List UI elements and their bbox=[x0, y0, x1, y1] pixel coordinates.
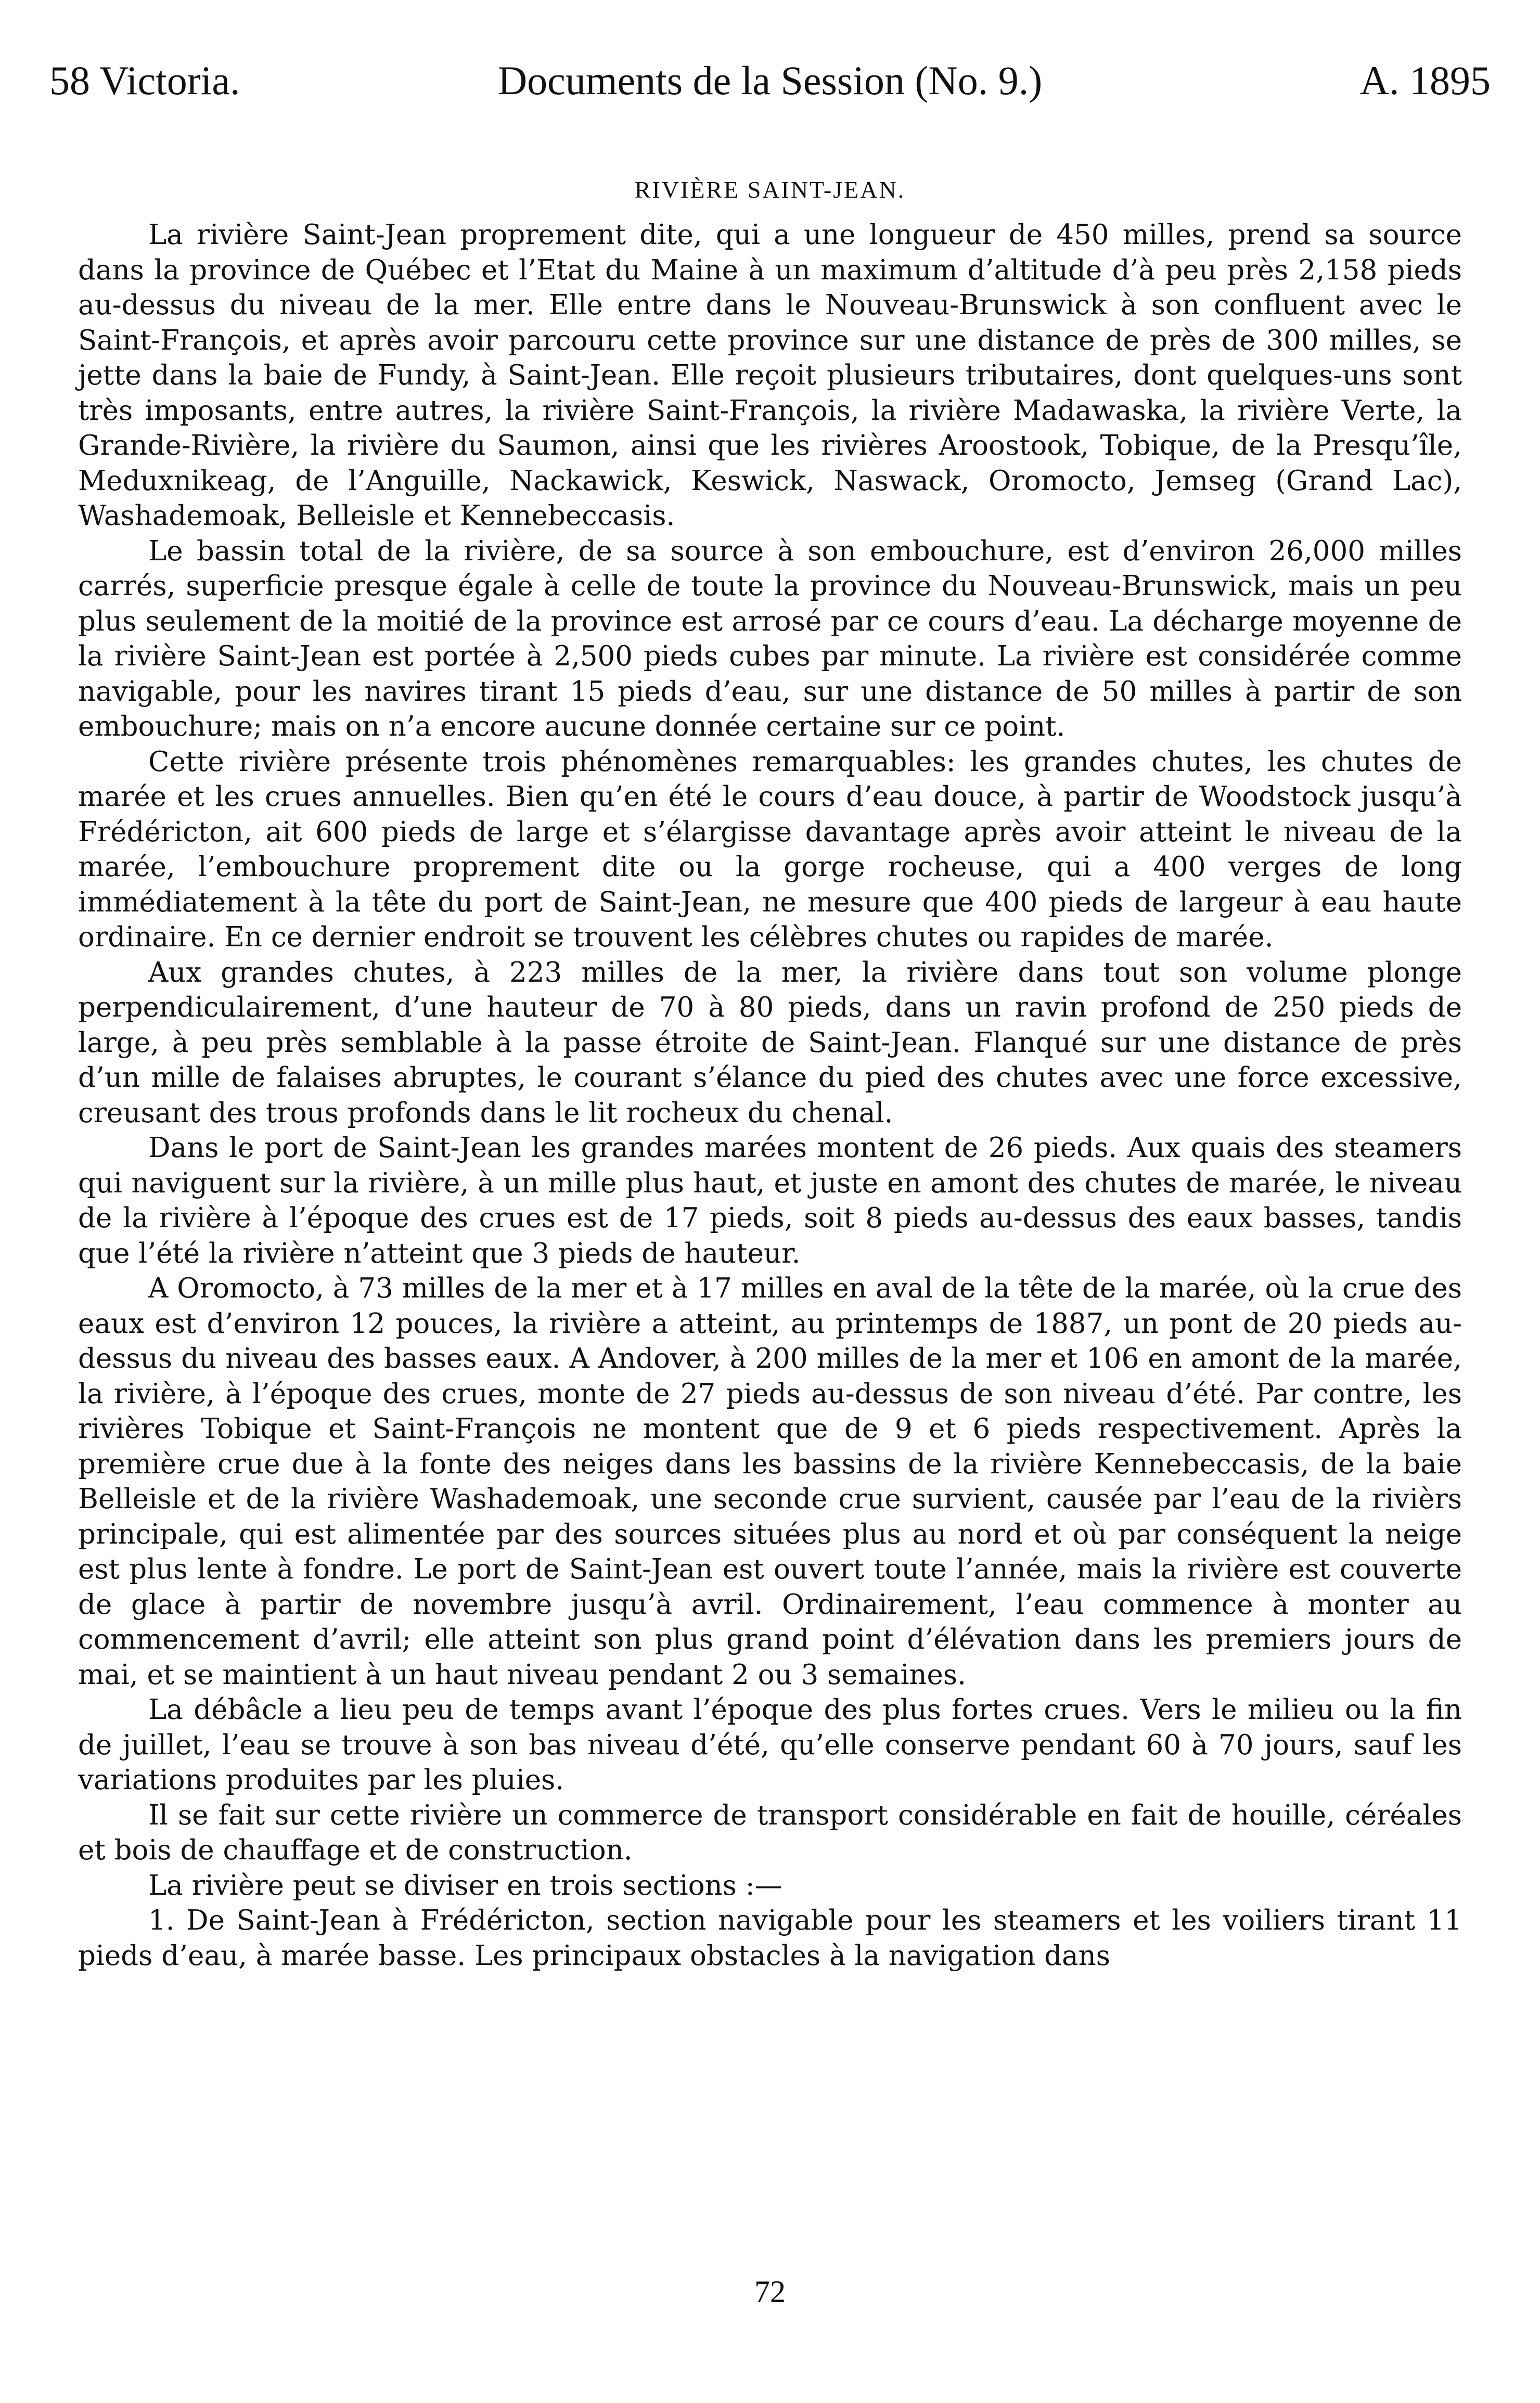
paragraph: Aux grandes chutes, à 223 milles de la mer, la rivière dans tout son volume plonge perpendiculairement, d’une hauteur de 70 à 80 pieds, dans un ravin profond de 250 pieds de large, à peu près semblable à la passe étroite de Saint-Jean. Flanqué sur une distance de près d’un mille de falaises abruptes, le courant s’élance du pied des chutes avec une force excessive, creusant des trous profonds dans le lit rocheux du chenal. bbox=[78, 956, 1462, 1129]
section-title: RIVIÈRE SAINT-JEAN. bbox=[634, 176, 906, 203]
paragraph: A Oromocto, à 73 milles de la mer et à 17 milles en aval de la tête de la marée, où la crue des eaux est d’environ 12 pouces, la rivière a atteint, au printemps de 1887, un pont de 20 pieds au-dessus du niveau des basses eaux. A Andover, à 200 milles de la mer et 106 en amont de la marée, la rivière, à l’époque des crues, monte de 27 pieds au-dessus de son niveau d’été. Par contre, les rivières Tobique et Saint-François ne montent que de 9 et 6 pieds respectivement. Après la première crue due à la fonte des neiges dans les bassins de la rivière Kennebeccasis, de la baie Belleisle et de la rivière Washademoak, une seconde crue survient, causée par l’eau de la rivièrs principale, qui est alimentée par des sources situées plus au nord et où par conséquent la neige est plus lente à fondre. Le port de Saint-Jean est ouvert toute l’année, mais la rivière est couverte de glace à partir de novembre jusqu’à avril. Ordinairement, l’eau commence à monter au commencement d’avril; elle atteint son plus grand point d’élévation dans les premiers jours de mai, et se maintient à un haut niveau pendant 2 ou 3 semaines. bbox=[78, 1273, 1462, 1691]
paragraph: Dans le port de Saint-Jean les grandes marées montent de 26 pieds. Aux quais des steamers qui naviguent sur la rivière, à un mille plus haut, et juste en amont des chutes de marée, le niveau de la rivière à l’époque des crues est de 17 pieds, soit 8 pieds au-dessus des eaux basses, tandis que l’été la rivière n’atteint que 3 pieds de hauteur. bbox=[78, 1132, 1462, 1269]
paragraph: Cette rivière présente trois phénomènes remarquables: les grandes chutes, les chutes de marée et les crues annuelles. Bien qu’en été le cours d’eau douce, à partir de Woodstock jusqu’à Frédéricton, ait 600 pieds de large et s’élargisse davantage après avoir atteint le niveau de la marée, l’embouchure proprement dite ou la gorge rocheuse, qui a 400 verges de long immédiatement à la tête du port de Saint-Jean, ne mesure que 400 pieds de largeur à eau haute ordinaire. En ce dernier endroit se trouvent les célèbres chutes ou rapides de marée. bbox=[78, 746, 1462, 953]
paragraph: 1. De Saint-Jean à Frédéricton, section navigable pour les steamers et les voiliers tirant 11 pieds d’eau, à marée basse. Les principaux obstacles à la navigation dans bbox=[78, 1905, 1462, 1972]
header-date: A. 1895 bbox=[1359, 58, 1491, 103]
paragraph: La débâcle a lieu peu de temps avant l’époque des plus fortes crues. Vers le milieu ou la fin de juillet, l’eau se trouve à son bas niveau d’été, qu’elle conserve pendant 60 à 70 jours, sauf les variations produites par les pluies. bbox=[78, 1694, 1462, 1796]
header-session-year: 58 Victoria. bbox=[49, 58, 240, 103]
paragraph: La rivière Saint-Jean proprement dite, qui a une longueur de 450 milles, prend sa source dans la province de Québec et l’Etat du Maine à un maximum d’altitude d’à peu près 2,158 pieds au-dessus du niveau de la mer. Elle entre dans le Nouveau-Brunswick à son confluent avec le Saint-François, et après avoir parcouru cette province sur une distance de près de 300 milles, se jette dans la baie de Fundy, à Saint-Jean. Elle reçoit plusieurs tributaires, dont quelques-uns sont très imposants, entre autres, la rivière Saint-François, la rivière Madawaska, la rivière Verte, la Grande-Rivière, la rivière du Saumon, ainsi que les rivières Aroostook, Tobique, de la Presqu’île, Meduxnikeag, de l’Anguille, Nackawick, Keswick, Naswack, Oromocto, Jemseg (Grand Lac), Washademoak, Belleisle et Kennebeccasis. bbox=[78, 219, 1462, 532]
body-text bbox=[78, 217, 1462, 1973]
header-title: Documents de la Session (No. 9.) bbox=[497, 58, 1043, 103]
running-header bbox=[49, 52, 1491, 109]
page-number: 72 bbox=[754, 2275, 786, 2309]
paragraph: Il se fait sur cette rivière un commerce de transport considérable en fait de houille, céréales et bois de chauffage et de construction. bbox=[78, 1799, 1462, 1866]
paragraph: Le bassin total de la rivière, de sa source à son embouchure, est d’environ 26,000 milles carrés, superficie presque égale à celle de toute la province du Nouveau-Brunswick, mais un peu plus seulement de la moitié de la province est arrosé par ce cours d’eau. La décharge moyenne de la rivière Saint-Jean est portée à 2,500 pieds cubes par minute. La rivière est considérée comme navigable, pour les navires tirant 15 pieds d’eau, sur une distance de 50 milles à partir de son embouchure; mais on n’a encore aucune donnée certaine sur ce point. bbox=[78, 535, 1462, 742]
paragraph: La rivière peut se diviser en trois sections :— bbox=[148, 1869, 782, 1901]
